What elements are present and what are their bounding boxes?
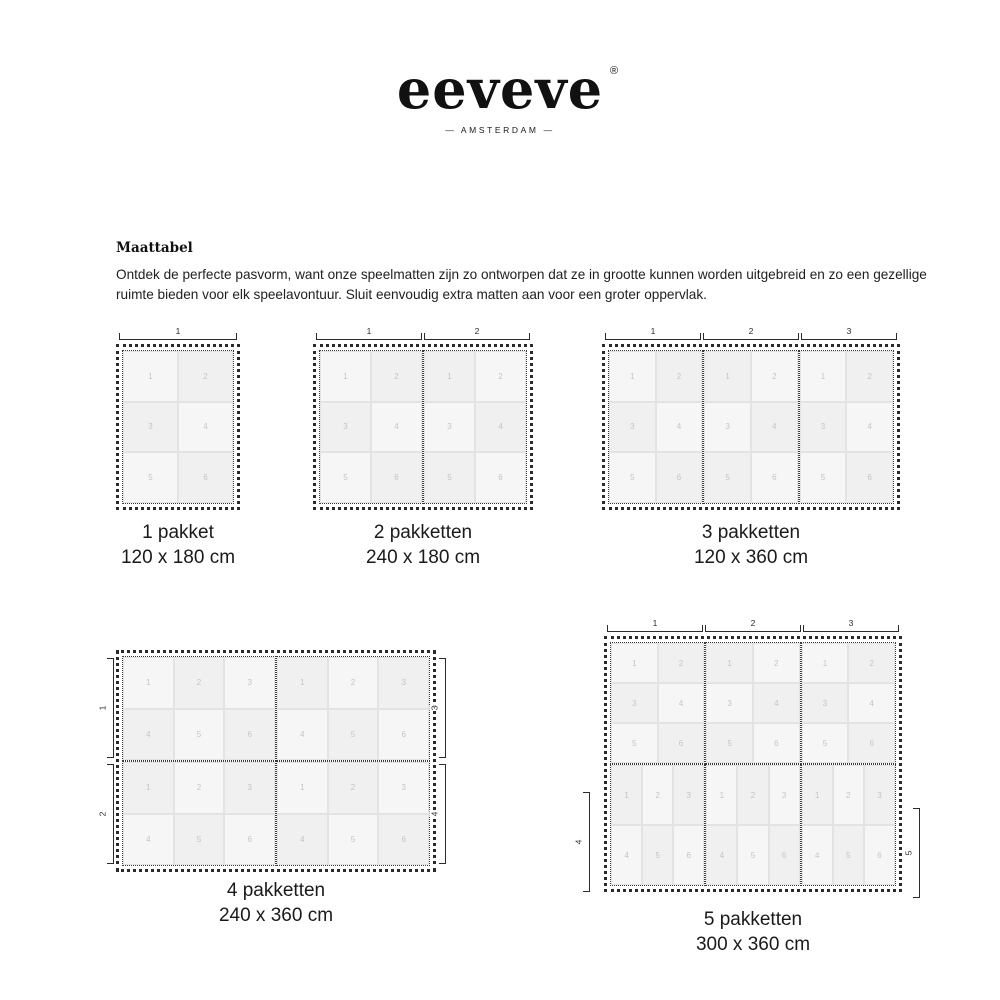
cell: 1 (424, 351, 475, 402)
cell: 2 (328, 657, 379, 709)
measure-top-3 (801, 326, 897, 340)
measure-label: 3 (429, 705, 440, 711)
measure-top-1 (605, 326, 701, 340)
cell: 2 (174, 657, 225, 709)
caption-4-pakketten (174, 878, 378, 928)
cell: 2 (642, 765, 673, 825)
cell: 2 (178, 351, 233, 402)
cell: 1 (802, 643, 849, 683)
cell: 6 (178, 452, 233, 503)
cell: 6 (658, 723, 705, 763)
measure-line (801, 339, 897, 340)
measure-top-3 (803, 618, 899, 632)
caption-title: 5 pakketten (703, 909, 803, 930)
cell: 2 (737, 765, 768, 825)
cell: 3 (320, 402, 371, 453)
cell: 4 (846, 402, 893, 453)
cell: 4 (123, 814, 174, 866)
measure-line (119, 339, 237, 340)
cell: 1 (706, 765, 737, 825)
cell: 4 (753, 683, 800, 723)
cell: 4 (475, 402, 526, 453)
cell: 1 (123, 762, 174, 814)
caption-title: 4 pakketten (226, 880, 326, 901)
cell: 1 (277, 762, 328, 814)
measure-line (705, 631, 801, 632)
cell: 3 (224, 657, 275, 709)
cell: 3 (378, 762, 429, 814)
measure-label: 2 (470, 326, 484, 336)
cell: 6 (224, 709, 275, 761)
cell: 6 (753, 723, 800, 763)
pack (122, 350, 234, 504)
measure-left-2 (97, 764, 114, 864)
cell: 4 (371, 402, 422, 453)
measure-label: 1 (648, 618, 662, 628)
pack (705, 642, 800, 764)
pack (799, 350, 894, 504)
cell: 3 (706, 683, 753, 723)
pack (705, 764, 800, 886)
cell: 6 (378, 709, 429, 761)
cell: 5 (704, 452, 751, 503)
caption-5-pakketten (651, 907, 855, 957)
pack (801, 764, 896, 886)
pack (703, 350, 798, 504)
cell: 5 (609, 452, 656, 503)
cell: 5 (642, 825, 673, 885)
cell: 4 (848, 683, 895, 723)
cell: 2 (753, 643, 800, 683)
measure-line (113, 764, 114, 864)
cell: 1 (611, 765, 642, 825)
pack (610, 642, 705, 764)
cell: 5 (424, 452, 475, 503)
measure-top-1 (607, 618, 703, 632)
cell: 1 (320, 351, 371, 402)
cell: 5 (611, 723, 658, 763)
measure-top-1 (316, 326, 422, 340)
cell: 2 (833, 765, 864, 825)
cell: 5 (328, 814, 379, 866)
cell: 1 (277, 657, 328, 709)
cell: 6 (475, 452, 526, 503)
cell: 2 (328, 762, 379, 814)
cell: 4 (123, 709, 174, 761)
cell: 3 (609, 402, 656, 453)
cell: 6 (371, 452, 422, 503)
intro-block (116, 240, 936, 305)
cell: 2 (656, 351, 703, 402)
measure-top-2 (424, 326, 530, 340)
measure-line (703, 339, 799, 340)
measure-right-4 (429, 764, 446, 864)
caption-dimensions: 240 x 180 cm (365, 547, 481, 569)
cell: 4 (277, 814, 328, 866)
caption-dimensions: 300 x 360 cm (695, 934, 811, 956)
cell: 5 (800, 452, 847, 503)
cell: 1 (802, 765, 833, 825)
brand-name: eeveve (396, 57, 604, 121)
measure-right-5 (903, 808, 920, 898)
pack (122, 761, 276, 866)
cell: 5 (706, 723, 753, 763)
measure-label: 4 (573, 839, 584, 845)
cell: 1 (800, 351, 847, 402)
caption-1-pakket (76, 520, 280, 570)
cell: 3 (704, 402, 751, 453)
cell: 1 (611, 643, 658, 683)
cell: 2 (848, 643, 895, 683)
cell: 5 (833, 825, 864, 885)
cell: 3 (224, 762, 275, 814)
cell: 1 (704, 351, 751, 402)
cell: 6 (846, 452, 893, 503)
measure-left-4 (573, 792, 590, 892)
measure-line (445, 658, 446, 758)
caption-2-pakketten (321, 520, 525, 570)
measure-label: 2 (97, 811, 108, 817)
measure-line (803, 631, 899, 632)
cell: 5 (328, 709, 379, 761)
brand-header (0, 57, 1000, 135)
pack (276, 656, 430, 761)
cell: 5 (802, 723, 849, 763)
cell: 3 (800, 402, 847, 453)
measure-label: 5 (903, 850, 914, 856)
measure-line (607, 631, 703, 632)
pack (276, 761, 430, 866)
measure-label: 1 (646, 326, 660, 336)
pack (122, 656, 276, 761)
measure-label: 4 (429, 811, 440, 817)
cell: 1 (609, 351, 656, 402)
cell: 4 (751, 402, 798, 453)
measure-top-2 (705, 618, 801, 632)
cell: 5 (174, 709, 225, 761)
measure-right-3 (429, 658, 446, 758)
cell: 2 (371, 351, 422, 402)
caption-title: 1 pakket (142, 522, 214, 543)
measure-label: 1 (97, 705, 108, 711)
caption-title: 2 pakketten (373, 522, 473, 543)
cell: 6 (848, 723, 895, 763)
pack (801, 642, 896, 764)
mat-2-pakketten (313, 344, 533, 510)
cell: 3 (378, 657, 429, 709)
intro-body: Ontdek de perfecte pasvorm, want onze speelmatten zijn zo ontworpen dat ze in grootte kunnen worden uitgebreid en zo een gezellige ruimte bieden voor elk speelavontuur. Sluit eenvoudig extra matten aan voor een groter oppervlak. (116, 267, 927, 303)
caption-title: 3 pakketten (701, 522, 801, 543)
measure-line (445, 764, 446, 864)
measure-line (316, 339, 422, 340)
cell: 2 (475, 351, 526, 402)
pack (608, 350, 703, 504)
caption-dimensions: 240 x 360 cm (218, 905, 334, 927)
cell: 6 (769, 825, 800, 885)
measure-top-2 (703, 326, 799, 340)
caption-dimensions: 120 x 360 cm (693, 547, 809, 569)
cell: 6 (673, 825, 704, 885)
cell: 4 (277, 709, 328, 761)
brand-tagline: — AMSTERDAM — (445, 125, 555, 135)
cell: 3 (802, 683, 849, 723)
measure-line (605, 339, 701, 340)
intro-title: Maattabel (116, 240, 193, 256)
pack (423, 350, 527, 504)
pack (610, 764, 705, 886)
cell: 1 (123, 351, 178, 402)
cell: 4 (802, 825, 833, 885)
measure-top-1 (119, 326, 237, 340)
mat-3-pakketten (602, 344, 900, 510)
cell: 1 (706, 643, 753, 683)
measure-left-1 (97, 658, 114, 758)
cell: 5 (123, 452, 178, 503)
cell: 5 (737, 825, 768, 885)
cell: 5 (320, 452, 371, 503)
measure-label: 1 (362, 326, 376, 336)
cell: 1 (123, 657, 174, 709)
brand-logo (396, 57, 620, 121)
cell: 4 (611, 825, 642, 885)
mat-5-pakketten (604, 636, 902, 892)
cell: 6 (751, 452, 798, 503)
measure-line (919, 808, 920, 898)
caption-dimensions: 120 x 180 cm (120, 547, 236, 569)
cell: 2 (174, 762, 225, 814)
measure-label: 2 (746, 618, 760, 628)
caption-3-pakketten (649, 520, 853, 570)
cell: 3 (769, 765, 800, 825)
cell: 6 (656, 452, 703, 503)
cell: 4 (656, 402, 703, 453)
measure-label: 3 (842, 326, 856, 336)
measure-label: 2 (744, 326, 758, 336)
cell: 6 (864, 825, 895, 885)
cell: 6 (224, 814, 275, 866)
cell: 2 (846, 351, 893, 402)
measure-line (589, 792, 590, 892)
cell: 2 (751, 351, 798, 402)
mat-1-pakket (116, 344, 240, 510)
measure-line (113, 658, 114, 758)
cell: 5 (174, 814, 225, 866)
cell: 3 (673, 765, 704, 825)
cell: 3 (611, 683, 658, 723)
registered-trademark-icon: ® (609, 65, 620, 77)
pack (319, 350, 423, 504)
cell: 4 (178, 402, 233, 453)
measure-line (424, 339, 530, 340)
cell: 4 (658, 683, 705, 723)
cell: 2 (658, 643, 705, 683)
cell: 3 (424, 402, 475, 453)
measure-label: 3 (844, 618, 858, 628)
mat-4-pakketten (116, 650, 436, 872)
measure-label: 1 (171, 326, 185, 336)
cell: 6 (378, 814, 429, 866)
cell: 3 (123, 402, 178, 453)
cell: 3 (864, 765, 895, 825)
cell: 4 (706, 825, 737, 885)
